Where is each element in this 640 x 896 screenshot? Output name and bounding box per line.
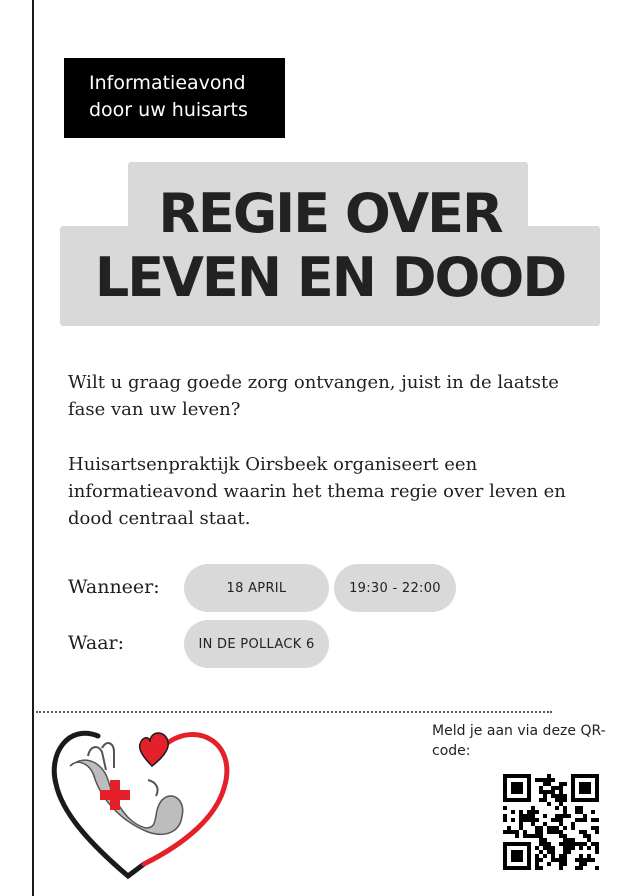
qr-code[interactable] bbox=[503, 774, 599, 870]
left-border-line bbox=[32, 0, 34, 896]
practice-logo bbox=[48, 724, 234, 882]
title-line1: REGIE OVER bbox=[158, 182, 502, 245]
date-pill: 18 APRIL bbox=[184, 564, 329, 612]
intro-question: Wilt u graag goede zorg ontvangen, juist in de laatste fase van uw leven? bbox=[68, 372, 559, 420]
intro-description: Huisartsenpraktijk Oirsbeek organiseert een informatieavond waarin het thema regie over leven en dood centraal staat. bbox=[68, 454, 566, 529]
dotted-divider bbox=[36, 711, 552, 713]
title-line2: LEVEN EN DOOD bbox=[94, 246, 566, 309]
signup-text: Meld je aan via deze QR-code: bbox=[432, 723, 606, 759]
when-label: Wanneer: bbox=[68, 576, 160, 598]
location-pill: IN DE POLLACK 6 bbox=[184, 620, 329, 668]
info-evening-box bbox=[64, 58, 285, 138]
where-label: Waar: bbox=[68, 632, 125, 654]
time-pill: 19:30 - 22:00 bbox=[334, 564, 456, 612]
info-box-line2: door uw huisarts bbox=[89, 99, 248, 121]
info-box-line1: Informatieavond bbox=[89, 72, 246, 94]
